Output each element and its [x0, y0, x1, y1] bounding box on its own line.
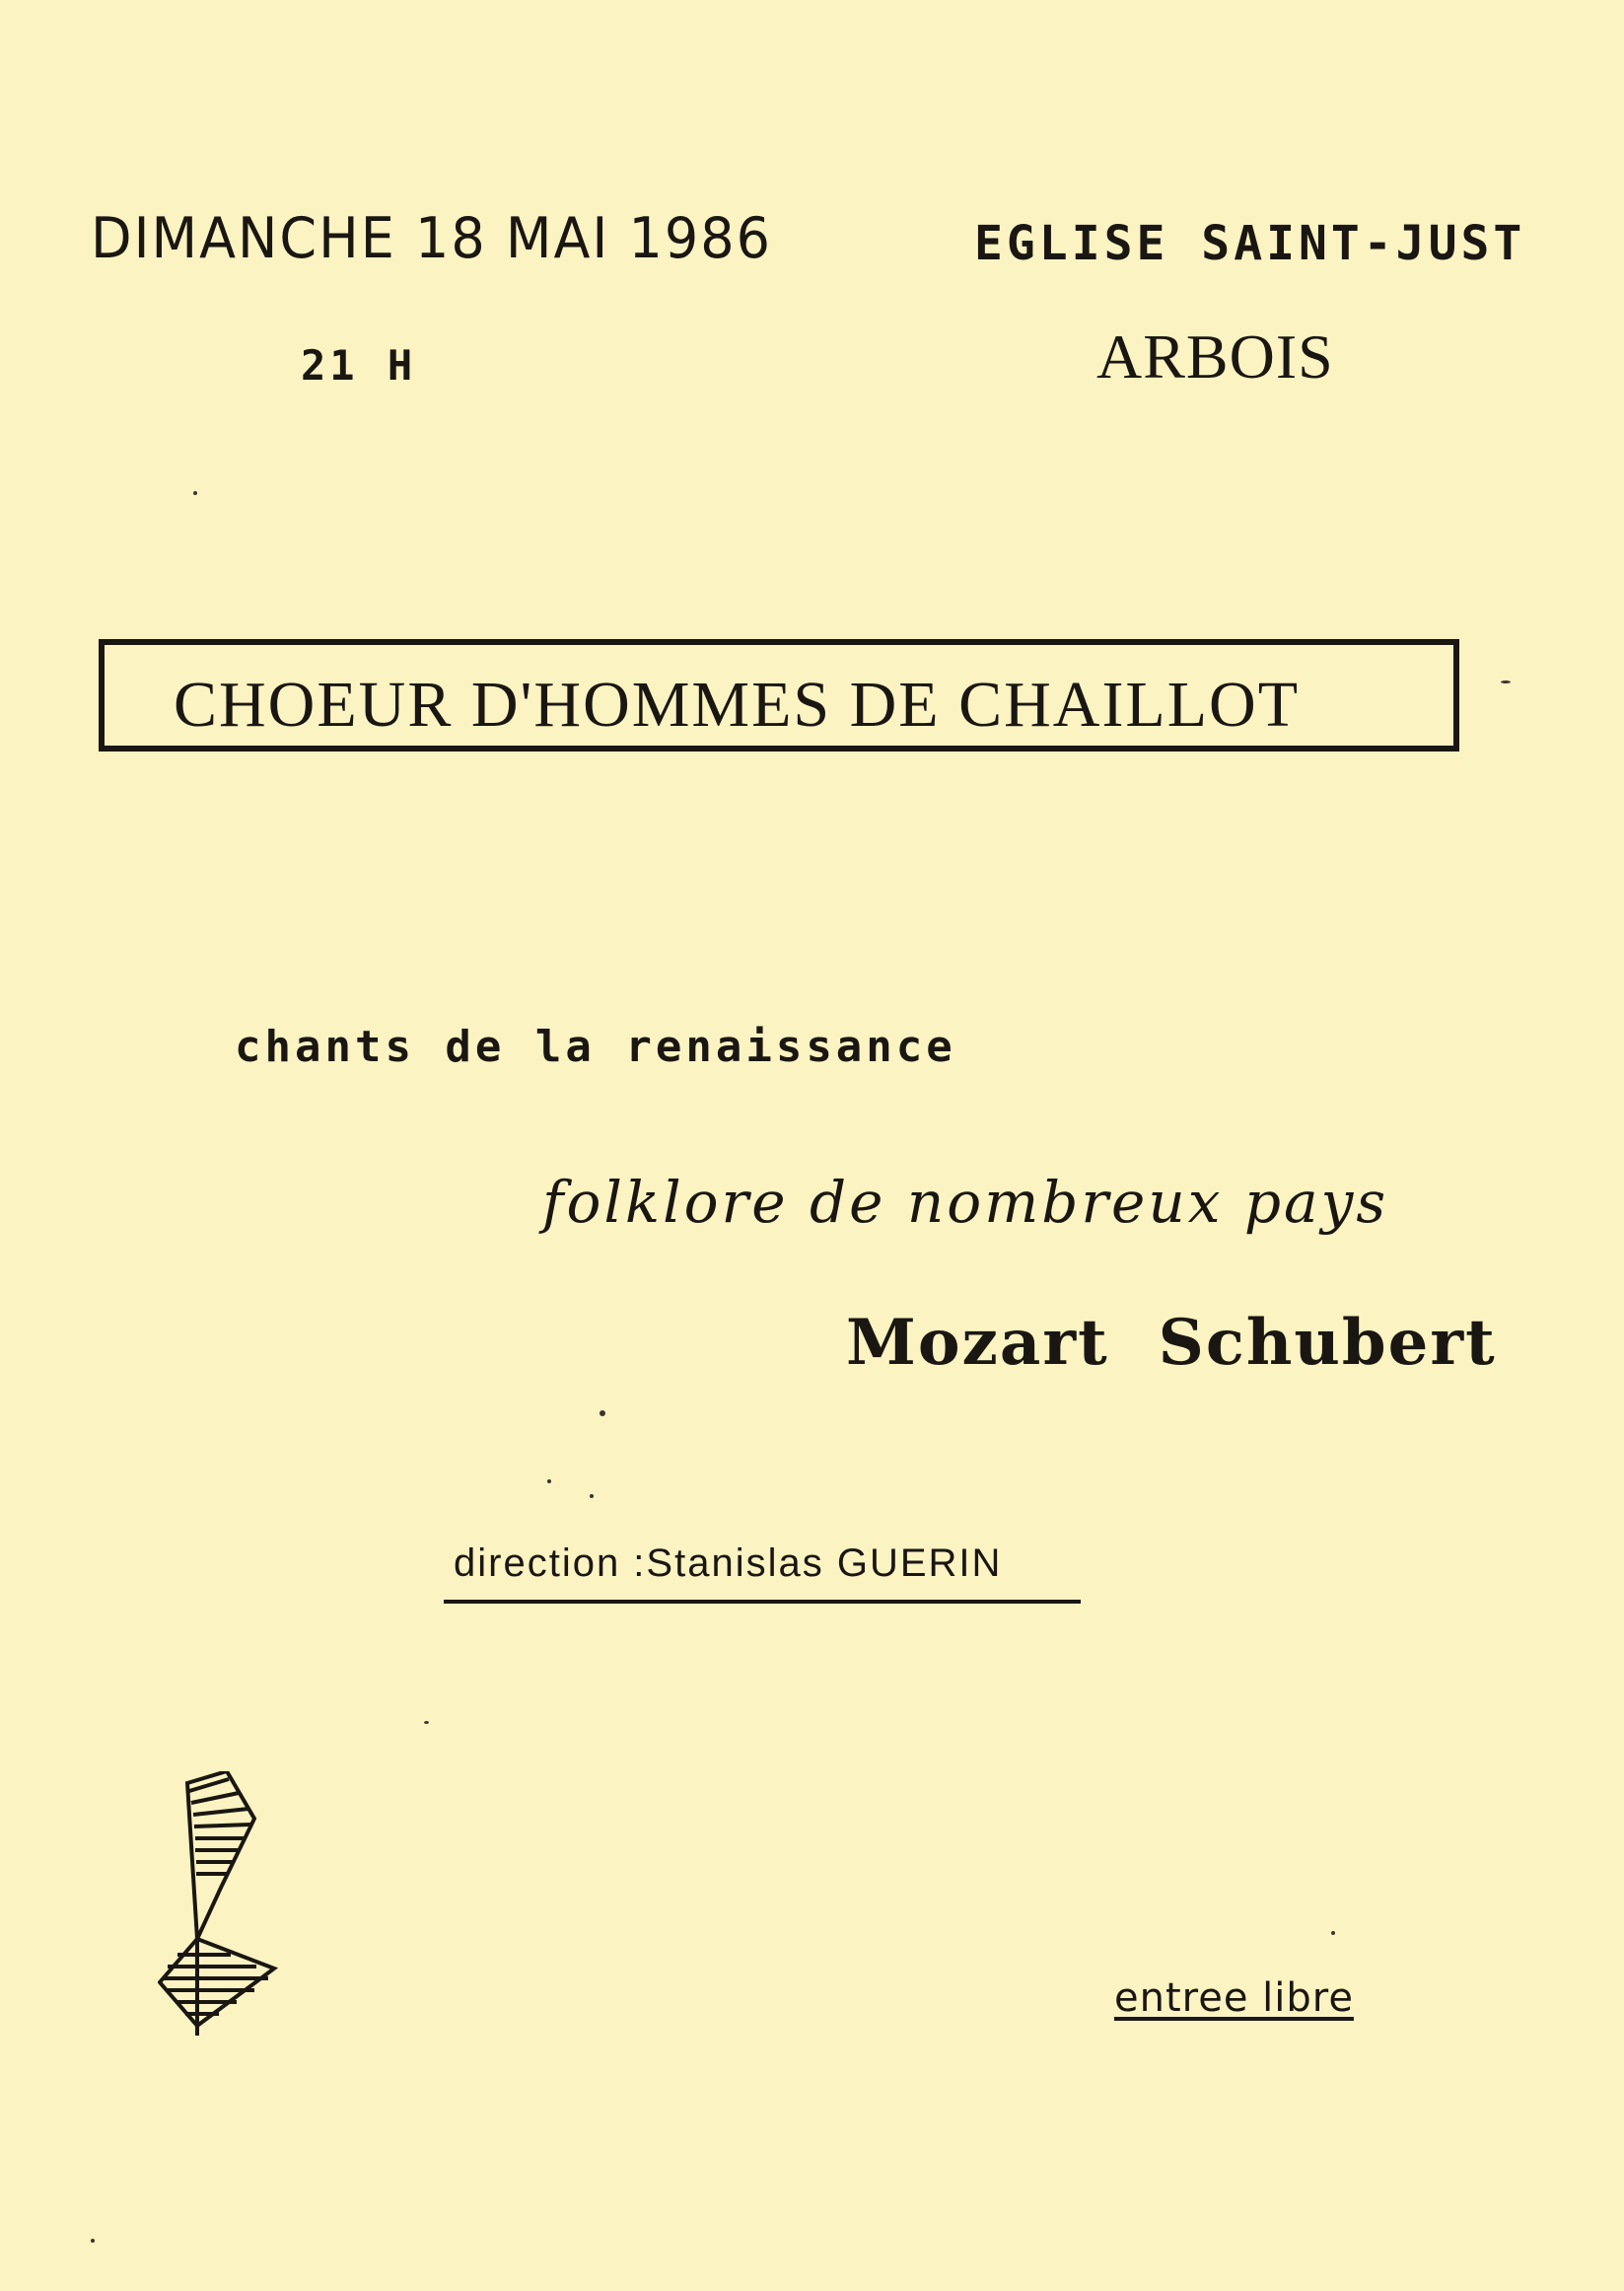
paper-speck: [590, 1494, 594, 1498]
conductor-credit: direction :Stanislas GUERIN: [454, 1541, 1003, 1585]
composer-mozart: Mozart: [846, 1306, 1109, 1380]
paper-speck: [1501, 680, 1511, 683]
paper-speck: [91, 2239, 95, 2243]
admission-note: entree libre: [1114, 1975, 1354, 2021]
choir-title: CHOEUR D'HOMMES DE CHAILLOT: [174, 669, 1301, 741]
concert-time: 21 H: [301, 341, 417, 390]
paper-speck: [547, 1479, 551, 1483]
paper-speck: [600, 1410, 605, 1416]
venue-name: EGLISE SAINT-JUST: [974, 216, 1526, 271]
program-composers: [846, 1306, 1497, 1380]
paper-speck: [424, 1721, 429, 1724]
paper-speck: [1331, 1931, 1335, 1935]
concert-date: DIMANCHE 18 MAI 1986: [91, 205, 772, 271]
paper-speck: [193, 491, 197, 495]
conductor-underline: [444, 1600, 1081, 1604]
venue-city: ARBOIS: [1096, 322, 1334, 392]
program-folklore: folklore de nombreux pays: [542, 1169, 1389, 1236]
program-renaissance: chants de la renaissance: [235, 1022, 956, 1072]
composer-schubert: Schubert: [1158, 1306, 1497, 1380]
stylized-kite-figure-icon: [158, 1771, 296, 2038]
